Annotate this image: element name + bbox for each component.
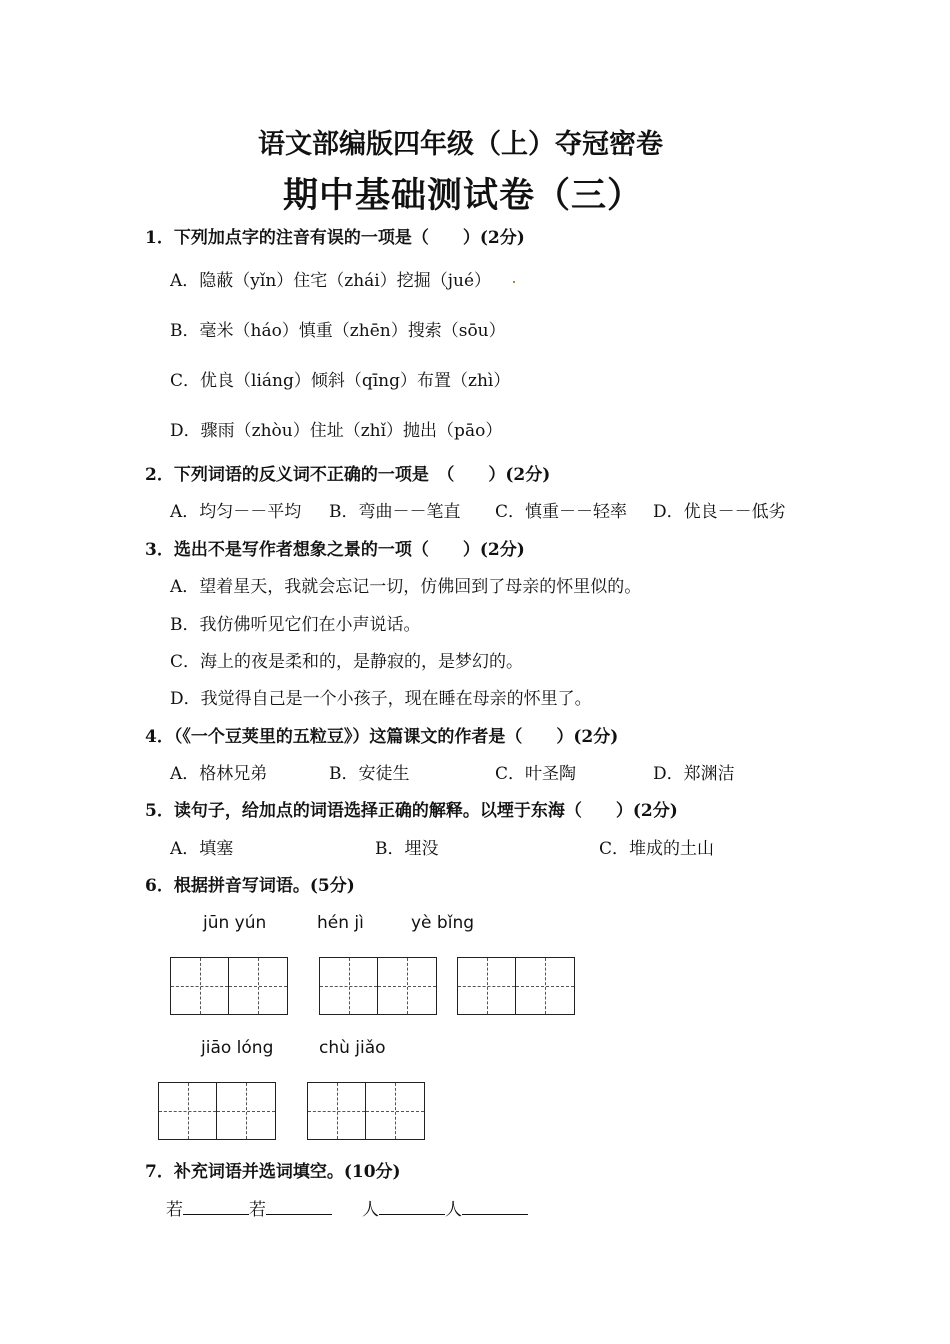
- question-5-option-c: C．堆成的土山: [599, 839, 715, 859]
- title-line-1: 语文部编版四年级（上）夺冠密卷: [258, 129, 663, 160]
- question-5-option-b: B．埋没: [375, 839, 439, 859]
- pinyin-4: jiāo lóng: [201, 1038, 274, 1058]
- writing-grid-5[interactable]: [307, 1082, 425, 1140]
- writing-cell[interactable]: [320, 958, 378, 1014]
- writing-grid-3[interactable]: [457, 957, 575, 1015]
- fill-in-row: [166, 1195, 528, 1220]
- question-1-option-c: C．优良（liáng）倾斜（qīng）布置（zhì）: [170, 371, 511, 391]
- writing-cell[interactable]: [366, 1083, 424, 1139]
- question-4-option-a: A．格林兄弟: [170, 764, 268, 784]
- question-3-option-a: A．望着星天，我就会忘记一切，仿佛回到了母亲的怀里似的。: [170, 577, 642, 597]
- fill-prefix-2: 若: [249, 1200, 266, 1220]
- question-7-stem: 7．补充词语并选词填空。(10分): [145, 1162, 401, 1182]
- pinyin-5: chù jiǎo: [319, 1038, 386, 1058]
- writing-grid-1[interactable]: [170, 957, 288, 1015]
- question-2-option-c: C．慎重－－轻率: [495, 502, 628, 522]
- writing-cell[interactable]: [378, 958, 436, 1014]
- question-4-option-d: D．郑渊洁: [653, 764, 735, 784]
- question-4-option-c: C．叶圣陶: [495, 764, 577, 784]
- question-1-option-a: A．隐蔽（yǐn）住宅（zhái）挖掘（jué）: [170, 271, 492, 291]
- writing-grid-2[interactable]: [319, 957, 437, 1015]
- question-2-option-a: A．均匀－－平均: [170, 502, 302, 522]
- question-3-option-d: D．我觉得自己是一个小孩子，现在睡在母亲的怀里了。: [170, 689, 592, 709]
- writing-cell[interactable]: [229, 958, 287, 1014]
- pinyin-1: jūn yún: [203, 913, 267, 933]
- question-1-stem: 1．下列加点字的注音有误的一项是（ ）(2分): [145, 228, 525, 248]
- writing-grid-4[interactable]: [158, 1082, 276, 1140]
- pinyin-3: yè bǐng: [411, 913, 475, 933]
- title-line-2: 期中基础测试卷（三）: [283, 175, 644, 216]
- question-6-stem: 6．根据拼音写词语。(5分): [145, 876, 355, 896]
- writing-cell[interactable]: [516, 958, 574, 1014]
- question-4-option-b: B．安徒生: [329, 764, 410, 784]
- writing-cell[interactable]: [159, 1083, 217, 1139]
- question-2-option-d: D．优良－－低劣: [653, 502, 786, 522]
- fill-blank[interactable]: [462, 1198, 528, 1215]
- fill-prefix-3: 人: [362, 1200, 379, 1220]
- writing-cell[interactable]: [171, 958, 229, 1014]
- question-5-option-a: A．填塞: [170, 839, 234, 859]
- fill-blank[interactable]: [379, 1198, 445, 1215]
- stray-mark: [513, 281, 515, 283]
- pinyin-2: hén jì: [317, 913, 364, 933]
- question-1-option-d: D．骤雨（zhòu）住址（zhǐ）抛出（pāo）: [170, 421, 503, 441]
- question-3-option-c: C．海上的夜是柔和的，是静寂的，是梦幻的。: [170, 652, 524, 672]
- question-1-option-b: B．毫米（háo）慎重（zhēn）搜索（sōu）: [170, 321, 506, 341]
- writing-cell[interactable]: [458, 958, 516, 1014]
- fill-prefix-4: 人: [445, 1200, 462, 1220]
- question-4-stem: 4．（《一个豆荚里的五粒豆》）这篇课文的作者是（ ）(2分): [145, 727, 619, 747]
- writing-cell[interactable]: [308, 1083, 366, 1139]
- question-2-option-b: B．弯曲－－笔直: [329, 502, 461, 522]
- question-5-stem: 5．读句子，给加点的词语选择正确的解释。以堙于东海（ ）(2分): [145, 801, 678, 821]
- fill-blank[interactable]: [183, 1198, 249, 1215]
- fill-blank[interactable]: [266, 1198, 332, 1215]
- fill-prefix-1: 若: [166, 1200, 183, 1220]
- question-3-option-b: B．我仿佛听见它们在小声说话。: [170, 615, 421, 635]
- question-3-stem: 3．选出不是写作者想象之景的一项（ ）(2分): [145, 540, 525, 560]
- writing-cell[interactable]: [217, 1083, 275, 1139]
- question-2-stem: 2．下列词语的反义词不正确的一项是 （ ）(2分): [145, 465, 551, 485]
